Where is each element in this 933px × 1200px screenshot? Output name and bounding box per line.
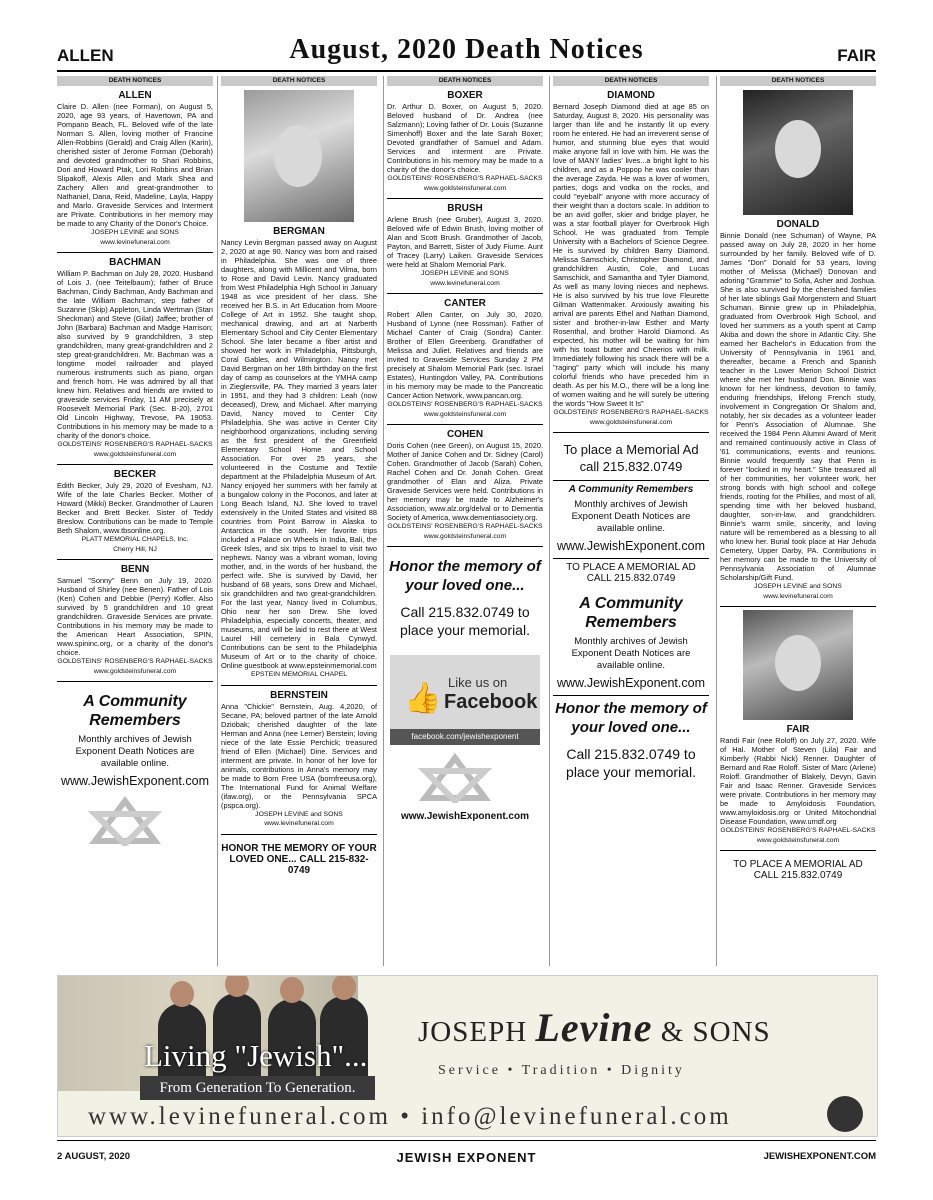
facebook-logo: Facebook — [444, 691, 538, 713]
notice-text: William P. Bachman on July 28, 2020. Husband of Lois J. (nee Teitelbaum); father of Bruce Bachman, Cindy Bachman, Andy Bachman and the late William Bachman; step father of Suzanne (Skip) Appleton, Linda Wertman (Stan Sheckman) and Steve (Gilat) Jaffee; brother of John (Barbara) Bachman and Madge Harrison; also survived by 9 grandchildren, 3 step grandchildren, many great-grandchildren and 2 step great-grandchildren. Mr. Bachman was a longtime model railroader and played numerous instruments such as piano, organ and french horn. He was admired by all that knew him. Relatives and friends are invited to graveside services Friday, 11 AM precisely at Roosevelt Memorial Park (Sec. B-20), 2701 Old Lincoln Highway, Trevose, PA 19053. Contributions in his memory may be made to a charity of the donor's choice. — [57, 269, 213, 440]
column-1 — [57, 76, 213, 966]
notice-text: Randi Fair (nee Roloff) on July 27, 2020. Wife of Hal. Mother of Steven (Lila) Fair and Kimberly (Rabbi Nick) Renner. Daughter of Bernard and Rae Roloff. Sister of Marc (Arlene) Roloff. Grandmother of Blakely, Devyn, Gavin Fair and Isaac Renner. Graveside Services were private. Contributions in her memory may be made to Amyloidosis Foundation, www.amyloidosis.org or United Mitochondrial Disease Foundation, www.umdf.org — [720, 736, 876, 826]
section-label: DEATH NOTICES — [57, 76, 213, 86]
column-2 — [221, 76, 377, 966]
notice-canter — [387, 298, 543, 419]
ad-text: Call 215.832.0749 to place your memorial. — [400, 604, 530, 638]
notice-divider — [553, 558, 709, 559]
fb-like-text: Like us on — [448, 675, 508, 690]
section-label: DEATH NOTICES — [387, 76, 543, 86]
ad-title: Honor the memory of your loved one... — [555, 700, 707, 736]
column-divider — [549, 76, 550, 966]
jewishexponent-url[interactable]: www.JewishExponent.com — [401, 811, 529, 822]
star-of-david-icon — [415, 753, 515, 803]
notice-text: Anna "Chickie" Bernstein, Aug. 4,2020, of Secane, PA; beloved partner of the late Arnold Dziobak; cherished daughter of the late Herman and Anna (nee Lerner) Berstein; loving niece of the late Essie Perchick; treasured friend of Ellen (Michael) Dine. Services and interment are private. In honor of her love for animals, contributions in Anna's memory may be made to Born Free USA (bornfreeusa.org), The International Fund for Animal Welfare (ifaw.org), or the Pennsylvania SPCA (pspca.org). — [221, 701, 377, 810]
notice-name: DONALD — [776, 219, 820, 230]
notice-bachman — [57, 257, 213, 459]
funeral-home-url[interactable]: www.levinefuneral.com — [430, 279, 500, 287]
notice-name: BACHMAN — [109, 257, 161, 268]
notice-fair — [720, 724, 876, 845]
funeral-home-url[interactable]: www.levinefuneral.com — [264, 820, 334, 827]
ad-title: A Community Remembers — [83, 693, 187, 729]
notice-text: Binnie Donald (nee Schuman) of Wayne, PA passed away on July 28, 2020 in her home surrounded by her family. Beloved wife of D. James "Don" Donald for 53 years, loving mother of Melissa (Michael) Donovan and adoring "Grammie" to Sofia, Asher and Joshua. She is also survived by the cherished families of her late siblings Gail Morgenstern and Stuart Schuman. Binnie grew up in Philadelphia, graduated from Overbrook High School, and loved her summers as a youth spent at Camp Akiba and down the shore in Atlantic City. She earned her Bachelor's in Education from the University of Pennsylvania in 1961 and, thereafter, became a French and Spanish teacher in the Lower Merion School District where she met her husband Don. Binnie was known for her kindness, devotion to family, enduring friendships, lifelong French study, involvement in Congregation Or Shalom and, notably, her six decades as a volunteer leader for Penn's Association of Alumnae. She received the 1984 Penn Alumni Award of Merit and remained continuously active in Class of '61 communications, events and reunions. Binnie would frequently say that Penn is forever "locked in my heart." She treasured all of her communities, her volunteer work, her strong bonds with high school and college friends, rooting for the Phillies, and most of all, spending time with her beloved husband, daughter, son-in-law, and grandchildren. Binnie's warm smile, sincerity, and loving nature will be remembered as a blessing to all who knew her. Burial took place at Har Jehuda Cemetery, Upper Darby, PA. Contributions in her memory can be made to the University of Pennsylvania Association of Alumnae Scholarship/Gift Fund. — [720, 231, 876, 582]
header-rule — [57, 70, 876, 72]
ad-title: A Community Remembers — [568, 484, 694, 495]
notice-divider — [720, 850, 876, 851]
notice-benn — [57, 564, 213, 676]
memorial-ad-caps[interactable]: TO PLACE A MEMORIAL AD CALL 215.832.0749 — [566, 562, 696, 584]
notice-diamond — [553, 90, 709, 427]
firm-contact[interactable]: www.levinefuneral.com • info@levinefuneral.com — [88, 1103, 732, 1130]
funeral-home: EPSTEIN MEMORIAL CHAPEL — [250, 671, 348, 678]
notice-name: BERNSTEIN — [270, 689, 328, 701]
honor-memory-ad[interactable] — [553, 699, 709, 781]
banner-slogan: Living "Jewish"... — [144, 1038, 368, 1073]
funeral-home: GOLDSTEINS' ROSENBERG'S RAPHAEL-SACKS — [720, 827, 876, 834]
funeral-home: GOLDSTEINS' ROSENBERG'S RAPHAEL-SACKS — [387, 175, 543, 182]
funeral-home-url[interactable]: www.levinefuneral.com — [763, 592, 833, 600]
notice-text: Arlene Brush (nee Gruber), August 3, 2020. Beloved wife of Edwin Brush, loving mother of Alan and Scott Brush. Grandmother of Jacob, Payton, and Barrett, Sister of Judy Fiume. Aunt of Tracey (Larry) Laiken. Graveside Services were held at Shalom Memorial Park. — [387, 215, 543, 269]
facebook-url[interactable]: facebook.com/jewishexponent — [390, 729, 540, 745]
notice-divider — [553, 480, 709, 481]
notice-divider — [221, 834, 377, 835]
column-divider — [383, 76, 384, 966]
notice-divider — [720, 606, 876, 607]
page-title: August, 2020 Death Notices — [289, 34, 644, 65]
notice-text: Claire D. Allen (nee Forman), on August 5, 2020, age 93 years, of Havertown, PA and Pompano Beach, FL. Beloved wife of the late Norman S. Allen, loving mother of Francine Allen-Robbins (Gerald) and Craig Allen (Karin), cherished sister of Jerome Forman (Deborah) and devoted grandmother to Shari Robbins, Dori and Howard Ptak, Lori Robbins and Brian Slipakoff, Alexis Allen and Mark Shea and Zachery Allen and great-grandmother to Nathaniel, Dana, Reid, Madeline, Layla, Happy and Marlo. Graveside Services and Interment are Private. Contributions in her memory may be made to any Charity of the Donor's Choice. — [57, 102, 213, 228]
ad-url[interactable]: www.JewishExponent.com — [557, 676, 705, 690]
notice-bergman — [221, 226, 377, 680]
ad-title: Honor the memory of your loved one... — [389, 558, 541, 594]
notice-text: Doris Cohen (nee Green), on August 15, 2020. Mother of Janice Cohen and Dr. Sidney (Carol) Cohen. Grandmother of Jacob (Sarah) Cohen, Rachel Cohen and Dr. Jonah Cohen. Great grandmother of Elan and Aliza. Private Graveside Services were held. Contributions in her memory may be made to Alzheimer's Association, www.alz.org/delval or to Dementia Society of America, www.dementiasociety.org. — [387, 441, 543, 522]
section-label: DEATH NOTICES — [720, 76, 876, 86]
funeral-home-url[interactable]: www.goldsteinsfuneral.com — [423, 184, 507, 192]
honor-memory-ad[interactable]: HONOR THE MEMORY OF YOUR LOVED ONE... CALL 215-832-0749 — [221, 842, 377, 876]
notice-name: BRUSH — [447, 203, 483, 214]
memorial-ad[interactable]: To place a Memorial Ad call 215.832.0749 — [563, 442, 699, 474]
notice-text: Edith Becker, July 29, 2020 of Evesham, NJ. Wife of the late Charles Becker. Mother of Howard (Mikki) Becker. Grandmother of Lauren Becker and Brett Becker. Sister of Teddy Breslow. Contributions can be made to Temple Beth Shalom, www.tbsonline.org. — [57, 481, 213, 535]
funeral-home: JOSEPH LEVINE and SONS — [754, 583, 842, 590]
notice-allen — [57, 90, 213, 247]
footer-page-date: 2 AUGUST, 2020 — [57, 1151, 131, 1162]
funeral-home: GOLDSTEINS' ROSENBERG'S RAPHAEL-SACKS — [57, 441, 213, 448]
ad-title: A Community Remembers — [579, 595, 683, 631]
column-divider — [716, 76, 717, 966]
footer-publication: JEWISH EXPONENT — [396, 1150, 537, 1165]
facebook-ad[interactable] — [390, 655, 540, 745]
firm-name-c: & SONS — [652, 1016, 771, 1048]
notice-donald — [720, 219, 876, 601]
notice-divider — [57, 559, 213, 560]
community-remembers-ad[interactable] — [553, 484, 709, 553]
notice-cohen — [387, 429, 543, 541]
notice-divider — [57, 681, 213, 682]
community-remembers-ad[interactable] — [57, 692, 213, 788]
column-3 — [387, 76, 543, 966]
section-label: DEATH NOTICES — [221, 76, 377, 86]
footer-website[interactable]: JEWISHEXPONENT.COM — [763, 1151, 876, 1162]
notice-name: ALLEN — [118, 90, 152, 101]
funeral-home-url[interactable]: www.goldsteinsfuneral.com — [423, 410, 507, 418]
funeral-home: PLATT MEMORIAL CHAPELS, Inc. — [81, 536, 189, 543]
funeral-home-url[interactable]: www.goldsteinsfuneral.com — [423, 532, 507, 540]
notice-divider — [387, 293, 543, 294]
funeral-home: GOLDSTEINS' ROSENBERG'S RAPHAEL-SACKS — [57, 658, 213, 665]
notice-name: BENN — [120, 564, 150, 575]
notice-name: BERGMAN — [273, 226, 325, 237]
notice-divider — [57, 252, 213, 253]
ad-text: Monthly archives of Jewish Exponent Death Notices are available online. — [75, 734, 195, 769]
notice-divider — [553, 432, 709, 433]
funeral-home: GOLDSTEINS' ROSENBERG'S RAPHAEL-SACKS — [553, 409, 709, 416]
notice-name: BOXER — [447, 90, 483, 101]
thumbs-up-icon: 👍 — [404, 682, 442, 715]
column-4 — [553, 76, 709, 966]
notice-divider — [387, 424, 543, 425]
running-head-right: FAIR — [837, 46, 876, 65]
firm-name-levine: Levine — [535, 1005, 653, 1050]
funeral-home-location: Cherry Hill, NJ — [113, 545, 157, 553]
funeral-home: GOLDSTEINS' ROSENBERG'S RAPHAEL-SACKS — [387, 523, 543, 530]
notice-text: Bernard Joseph Diamond died at age 85 on Saturday, August 8, 2020. His personality was larger than life and he instantly lit up every room he entered. He had an irreverent sense of humor, and stunning blue eyes that would make anyone fall in love with him. He was the love of MANY ladies' lives...a bright light to his children, and as a Poppop he was cooler than the average Zayda. He was a lover of women, parties, dogs and vodka on the rocks, and could "eyeball" anyone with more accuracy of their weight than a doctors scale. In addition to be an avid golfer, skier and bridge player, he was a star football player for Overbrook High School. He was graduated from Temple University with a Bachelors of Science Degree. He is survived by children Barry Diamond, Melissa Samschick, Christopher Diamond, and grandchildren Austin, Cole, and Lucas Samschick, and Samantha and Tyler Diamond, As well as many loving nieces and nephews. He is also survived by his true love Fleurette Gilman Wattenmaker. Anxiously awaiting his arrival are parents Ethel and Nathan Diamond, sister and brother-in-law Esther and Marty Rosenthal, and brother Harold Diamond. As expected, his mother will be waiting for him with his toast butter and Cheerios with milk. Immediately following his snack there will be a "raging" party which will include his many colorful friends who have preceded him in death. As per his M.O., there will be a long line of women waiting and he will surely be uttering the words "How Sweet It Is" — [553, 102, 709, 408]
funeral-home-url[interactable]: www.goldsteinsfuneral.com — [589, 418, 673, 426]
ad-text: Call 215.832.0749 to place your memorial. — [566, 746, 696, 780]
notice-name: CANTER — [444, 298, 486, 309]
portrait-photo — [743, 90, 853, 215]
section-label: DEATH NOTICES — [553, 76, 709, 86]
notice-divider — [387, 546, 543, 547]
funeral-home: GOLDSTEINS' ROSENBERG'S RAPHAEL-SACKS — [387, 401, 543, 408]
footer-rule — [57, 1140, 876, 1141]
funeral-home: JOSEPH LEVINE and SONS — [421, 270, 509, 277]
column-5 — [720, 76, 876, 966]
notice-divider — [221, 685, 377, 686]
star-of-david-icon — [85, 796, 185, 846]
ad-url[interactable]: www.JewishExponent.com — [61, 774, 209, 788]
notice-text: Nancy Levin Bergman passed away on August 2, 2020 at age 90. Nancy was born and raised in Philadelphia. She was one of three daughters, along with Millicent and Vilma, born to Rose and David Levin. Nancy graduated from West Philadelphia High School in January 1948 as vice president of her class. She received her B.S. in Art Education from Moore College of Art in 1952. She taught shop, mechanical drawing, and art at Narberth Elementary School and City Center Elementary School. She later became a fiber artist and showed her work in Philadelphia, Pittsburgh, Coral Gables, and Wilmington. Nancy met David Bergman on her 18th birthday on the first day of camp as counselors at the YMHA camp in Zieglersville, PA. They married 3 years later in 1951, and they had 3 children: Leah (now deceased), Drew, and Michael. After marrying David, Nancy moved to Center City Philadelphia. She was active in Center City neighborhood organizations, including serving as the first president of the Greenfield Elementary School Home and School Association. For over 25 years, she volunteered in the Costume and Textile department at the Philadelphia Museum of Art. Nancy enjoyed her summers with her family at a bungalow colony in the Poconos, and later at Long Beach Island, NJ. She loved to travel extensively in the United States and visited 88 countries from Point Barrow in Alaska to Antarctica in the south. Her favorite trips included a Palace on Wheels in India, Bali, the Greek Isles, and six trips to Israel to visit two nephews. Nancy was a vibrant woman, loving mother, and, in the words of her husband, the perfect wife. She is survived by David, her husband of 68 years, sons Drew and Michael, six grandchildren and two great-grandchildren. For the last year, Nancy lived in Columbus, Ohio near her son Drew. She loved Philadelphia, especially concerts, theater, and museums, and will be laid to rest there at West Laurel Hill cemetery in Bala Cynwyd. Contributions can be sent to the Philadelphia Museum of Art or to the charity of choice. Online guestbook at www.epsteinmemorial.com — [221, 238, 377, 670]
notice-divider — [57, 464, 213, 465]
ad-url[interactable]: www.JewishExponent.com — [557, 539, 705, 553]
honor-memory-ad[interactable] — [387, 557, 543, 639]
portrait-photo — [244, 90, 354, 222]
ad-text: Monthly archives of Jewish Exponent Death Notices are available online. — [571, 636, 691, 671]
firm-name-a: JOSEPH — [418, 1016, 536, 1048]
notice-text: Robert Allen Canter, on July 30, 2020. Husband of Lynne (nee Rossman). Father of Michael Canter of Craig (Sondra) Canter. Brother of Ellen Greenberg. Grandfather of Melissa and Juliet. Relatives and friends are invited to Graveside Services Sunday 2 PM precisely at Shalom Memorial Park (sec. Israel Estates), Huntingdon Valley, PA. Contributions in his memory may be made to the Pancreatic Cancer Action Network, www.pancan.org. — [387, 310, 543, 400]
notice-divider — [387, 198, 543, 199]
notice-name: DIAMOND — [607, 90, 655, 101]
notice-name: COHEN — [446, 429, 484, 440]
ad-text: Monthly archives of Jewish Exponent Death Notices are available online. — [571, 499, 691, 534]
banner-slogan-sub: From Generation To Generation. — [140, 1076, 375, 1100]
funeral-home-url[interactable]: www.levinefuneral.com — [100, 238, 170, 246]
notice-boxer — [387, 90, 543, 193]
notice-bernstein — [221, 690, 377, 829]
funeral-home: JOSEPH LEVINE and SONS — [91, 229, 179, 236]
levine-funeral-banner-ad[interactable] — [57, 975, 878, 1137]
funeral-home-url[interactable]: www.goldsteinsfuneral.com — [93, 667, 177, 675]
firm-motto: Service • Tradition • Dignity — [438, 1063, 685, 1078]
firm-name — [418, 1004, 771, 1051]
community-remembers-ad[interactable] — [553, 594, 709, 690]
notice-text: Samuel "Sonny" Benn on July 19, 2020. Husband of Shirley (nee Benen). Father of Lois (Ken) Cohen and Debbie (Perry) Koffer. Also survived by 5 grandchildren and 10 great grandchildren. Graveside Services are private. Contributions in his memory may be made to the American Heart Association, SPIN, www.spininc.org, or a charity of the donor's choice. — [57, 576, 213, 657]
seal-icon — [827, 1096, 863, 1132]
funeral-home: JOSEPH LEVINE and SONS — [255, 810, 343, 818]
portrait-photo — [743, 610, 853, 720]
column-divider — [217, 76, 218, 966]
funeral-home-url[interactable]: www.goldsteinsfuneral.com — [756, 836, 840, 844]
notice-becker — [57, 469, 213, 554]
notice-brush — [387, 203, 543, 288]
notice-name: FAIR — [786, 724, 810, 735]
running-head-left: ALLEN — [57, 46, 114, 65]
notice-name: BECKER — [113, 469, 157, 480]
notice-text: Dr. Arthur D. Boxer, on August 5, 2020. Beloved husband of Dr. Andrea (nee Salzmann); Loving father of Dr. Louis (Suzanne Simenhoff) Boxer and the late Sarah Boxer; Devoted grandfather of Samuel and Adam. Services and interment are Private. Contributions in his memory may be made to a charity of the donor's choice. — [387, 102, 543, 174]
memorial-ad-caps[interactable]: TO PLACE A MEMORIAL AD CALL 215.832.0749 — [733, 859, 863, 881]
notice-divider — [553, 695, 709, 696]
funeral-home-url[interactable]: www.goldsteinsfuneral.com — [93, 450, 177, 458]
